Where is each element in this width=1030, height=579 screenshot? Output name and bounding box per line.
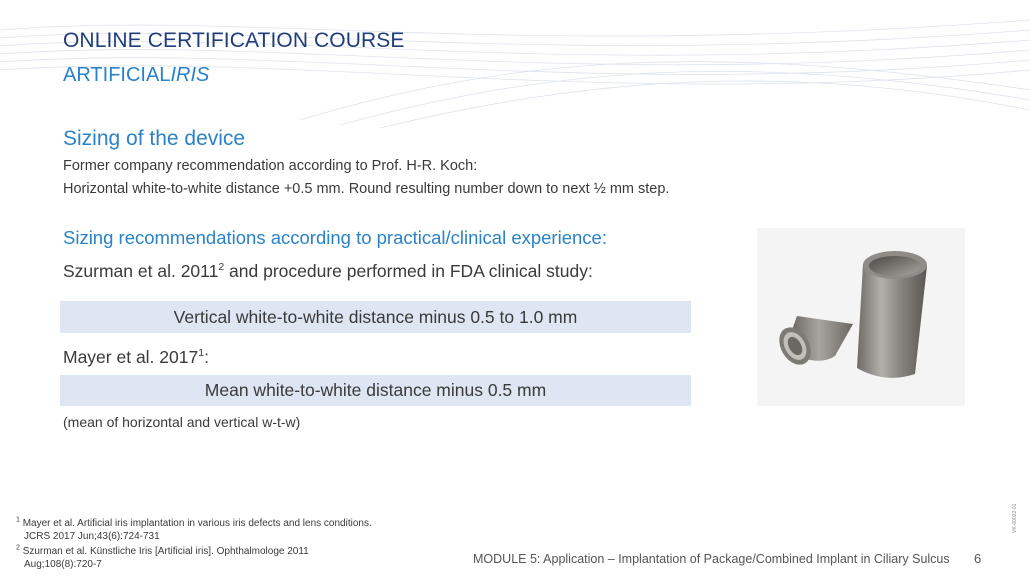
product-title — [63, 64, 209, 87]
footnote-1 — [16, 517, 372, 543]
ref1-text: Szurman et al. 2011 — [63, 261, 219, 281]
ref2-superscript: 1 — [198, 347, 205, 360]
document-code: VK-00022-01 — [1012, 503, 1018, 533]
recommendation-box-vertical: Vertical white-to-white distance minus 0.5 to 1.0 mm — [60, 301, 691, 333]
reference-szurman — [63, 261, 593, 282]
product-title-prefix: ARTIFICIAL — [63, 64, 171, 86]
footnote-2-line1: Szurman et al. Künstliche Iris [Artificial iris]. Ophthalmologe 2011 — [22, 546, 309, 557]
sizing-subtitle: Sizing recommendations according to practical/clinical experience: — [63, 227, 607, 248]
footnote-2 — [16, 545, 309, 571]
footnote-2-number: 2 — [16, 544, 20, 552]
course-title: ONLINE CERTIFICATION COURSE — [63, 29, 405, 52]
recommendation-line-2: Horizontal white-to-white distance +0.5 mm. Round resulting number down to next ½ mm step. — [63, 181, 670, 197]
product-title-italic: IRIS — [170, 64, 210, 86]
reference-mayer — [63, 347, 209, 368]
section-title: Sizing of the device — [63, 127, 246, 150]
mean-note: (mean of horizontal and vertical w-t-w) — [63, 414, 301, 430]
footnote-1-number: 1 — [16, 516, 20, 524]
sizing-tools-photo — [757, 228, 965, 406]
footnote-2-line2: Aug;108(8):720-7 — [24, 559, 102, 570]
ref1-text-post: and procedure performed in FDA clinical study: — [224, 261, 593, 281]
ref1-superscript: 2 — [218, 261, 225, 274]
module-footer: MODULE 5: Application – Implantation of Package/Combined Implant in Ciliary Sulcus — [473, 552, 950, 566]
footnote-1-line1: Mayer et al. Artificial iris implantation in various iris defects and lens conditions. — [22, 518, 372, 529]
page-number: 6 — [974, 551, 982, 566]
recommendation-line-1: Former company recommendation according to Prof. H-R. Koch: — [63, 158, 478, 174]
recommendation-box-mean: Mean white-to-white distance minus 0.5 mm — [60, 375, 691, 406]
ref2-text-post: : — [204, 347, 209, 367]
footnote-1-line2: JCRS 2017 Jun;43(6):724-731 — [24, 531, 160, 542]
ref2-text: Mayer et al. 2017 — [63, 347, 199, 367]
